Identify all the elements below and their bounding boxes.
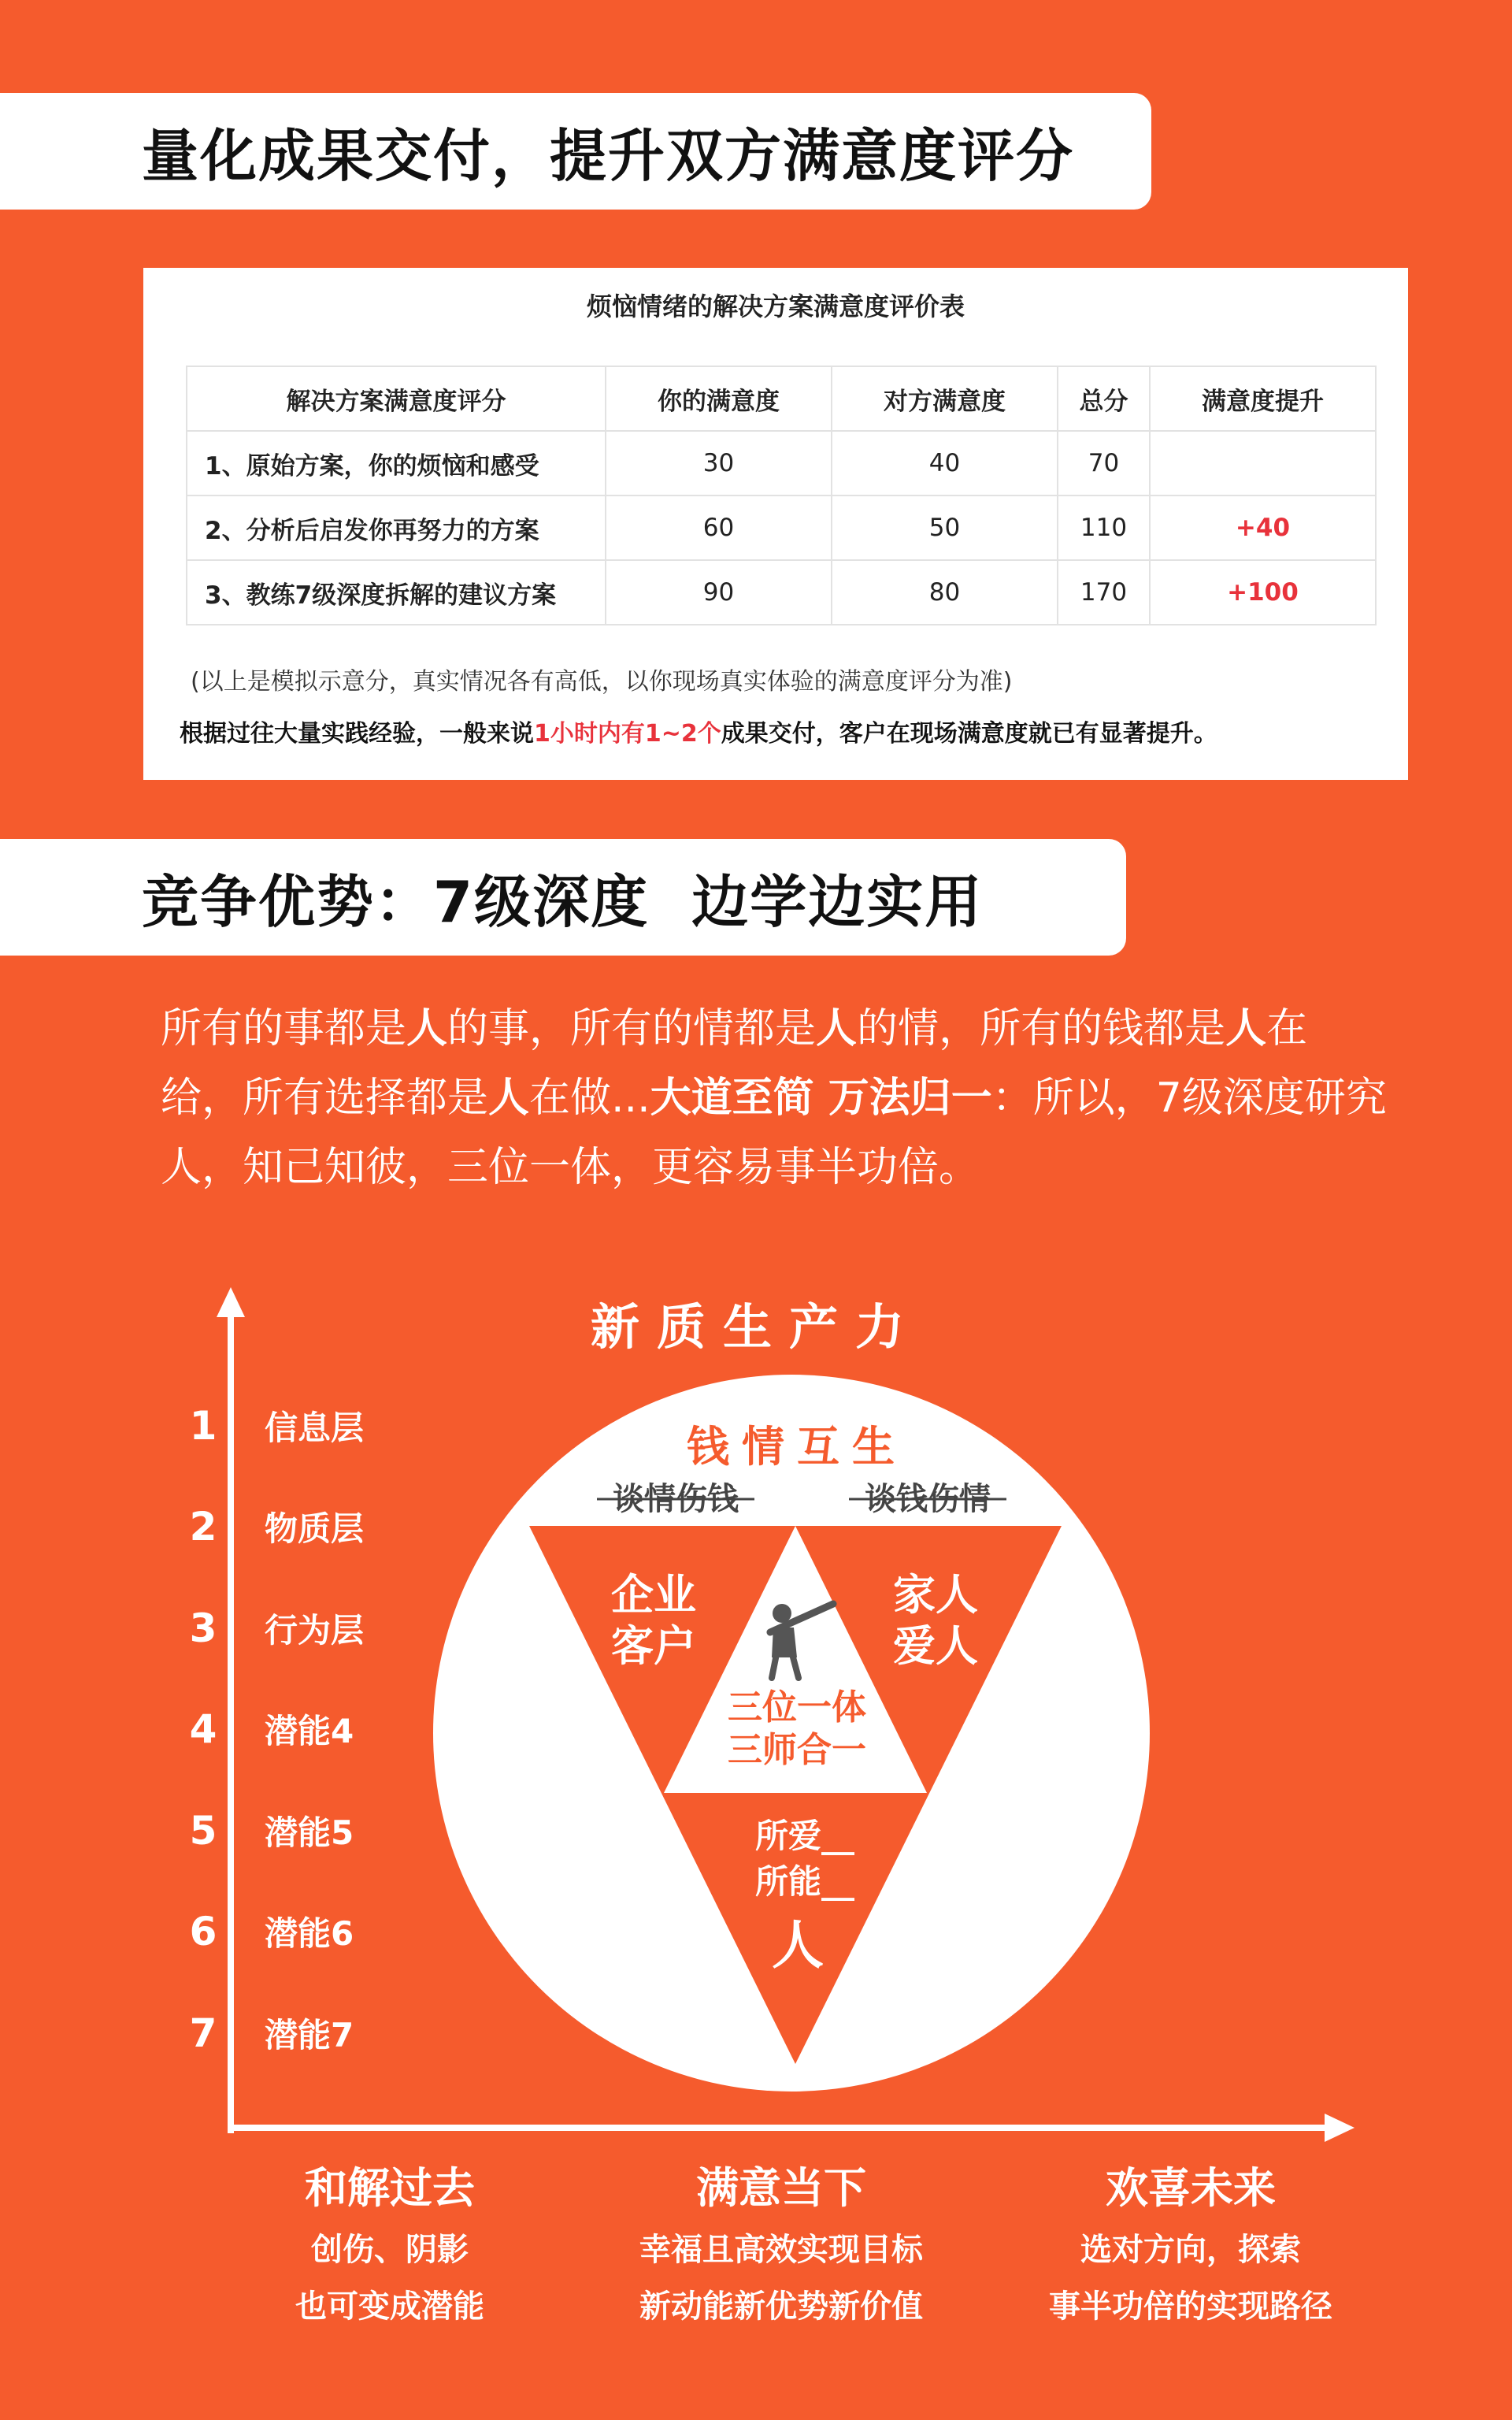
paragraph-emphasis: 人 [406,1005,448,1052]
x-axis-label [994,2155,1388,2329]
x-label-sub: 创伤、阴影 [311,2232,469,2268]
table-note: (以上是模拟示意分，真实情况各有高低，以你现场真实体验的满意度评分为准) [191,668,1013,696]
paragraph-emphasis: 人 [816,1005,858,1052]
column-header: 对方满意度 [832,366,1058,431]
bottom-triangle-label: 所能__ [754,1862,855,1901]
column-header: 解决方案满意度评分 [187,366,606,431]
paragraph-text: ：所以，7级深度研究人，知己知彼，三位一体，更容易事半功倍。 [161,1075,1387,1191]
table-title: 烦恼情绪的解决方案满意度评价表 [586,291,965,321]
level-name: 潜能6 [265,1914,354,1953]
level-name: 潜能5 [265,1813,354,1852]
their-score: 80 [832,560,1058,625]
x-label-sub: 也可变成潜能 [295,2288,484,2325]
their-score: 50 [832,496,1058,560]
center-label: 三位一体 [728,1687,866,1728]
your-score: 60 [606,496,832,560]
total-score: 170 [1058,560,1150,625]
total-score: 110 [1058,496,1150,560]
column-header: 满意度提升 [1150,366,1376,431]
level-number: 5 [189,1808,217,1854]
right-strike-text: 谈钱伤情 [865,1481,991,1517]
x-axis-label [584,2155,978,2329]
paragraph-text: 在给，所有选择都是 [161,1005,1308,1122]
left-triangle-label: 客户 [611,1621,696,1671]
bottom-triangle-label: 所爱__ [754,1817,855,1855]
right-triangle-label: 家人 [893,1570,978,1620]
level-name: 物质层 [265,1509,365,1548]
level-number: 6 [189,1909,217,1954]
level-number: 7 [189,2010,217,2056]
paragraph-text: 所有的事都是 [161,1005,407,1052]
level-number: 3 [189,1605,217,1651]
right-triangle-label: 爱人 [893,1621,978,1671]
column-header: 总分 [1058,366,1150,431]
left-triangle-label: 企业 [611,1570,696,1620]
paragraph-emphasis: 人 [488,1075,530,1122]
x-axis-label [193,2155,587,2329]
their-score: 40 [832,431,1058,496]
column-header: 你的满意度 [606,366,832,431]
x-label-heading: 满意当下 [696,2163,866,2213]
paragraph-emphasis: 人 [1225,1005,1267,1052]
left-strike-text: 谈情伤钱 [613,1481,739,1517]
level-name: 潜能7 [265,2016,354,2054]
level-name: 潜能4 [265,1712,354,1750]
level-name: 信息层 [265,1409,365,1447]
x-label-heading: 欢喜未来 [1106,2163,1276,2213]
level-number: 2 [189,1504,217,1550]
conclusion-text: 成果交付，客户在现场满意度就已有显著提升。 [721,720,1217,748]
circle-title: 钱情互生 [687,1422,907,1472]
x-label-sub: 事半功倍的实现路径 [1049,2288,1332,2325]
section-title: 量化成果交付，提升双方满意度评分 [142,123,1075,189]
row-label: 3、教练7级深度拆解的建议方案 [187,560,606,625]
section-title: 竞争优势：7级深度 边学边实用 [142,869,984,935]
paragraph-text: 在做... [529,1075,650,1122]
your-score: 90 [606,560,832,625]
level-name: 行为层 [265,1611,365,1650]
level-number: 4 [189,1706,217,1752]
x-label-heading: 和解过去 [305,2163,475,2213]
bottom-triangle-person: 人 [772,1915,824,1976]
level-number: 1 [189,1403,217,1449]
total-score: 70 [1058,431,1150,496]
row-label: 1、原始方案，你的烦恼和感受 [187,431,606,496]
paragraph-emphasis: 大道至简 万法归一 [650,1075,992,1122]
x-label-sub: 幸福且高效实现目标 [639,2232,923,2268]
your-score: 30 [606,431,832,496]
paragraph-text: 的事，所有的情都是 [447,1005,817,1052]
paragraph-text: 的情，所有的钱都是 [857,1005,1226,1052]
conclusion-text: 根据过往大量实践经验，一般来说 [180,720,534,748]
score-gain: +40 [1150,496,1376,560]
center-label: 三师合一 [728,1730,866,1770]
diagram-title: 新质生产力 [590,1298,921,1356]
conclusion-highlight: 1小时内有1~2个 [534,720,721,748]
score-gain: +100 [1150,560,1376,625]
row-label: 2、分析后启发你再努力的方案 [187,496,606,560]
x-label-sub: 选对方向，探索 [1080,2232,1301,2268]
x-label-sub: 新动能新优势新价值 [639,2288,923,2325]
